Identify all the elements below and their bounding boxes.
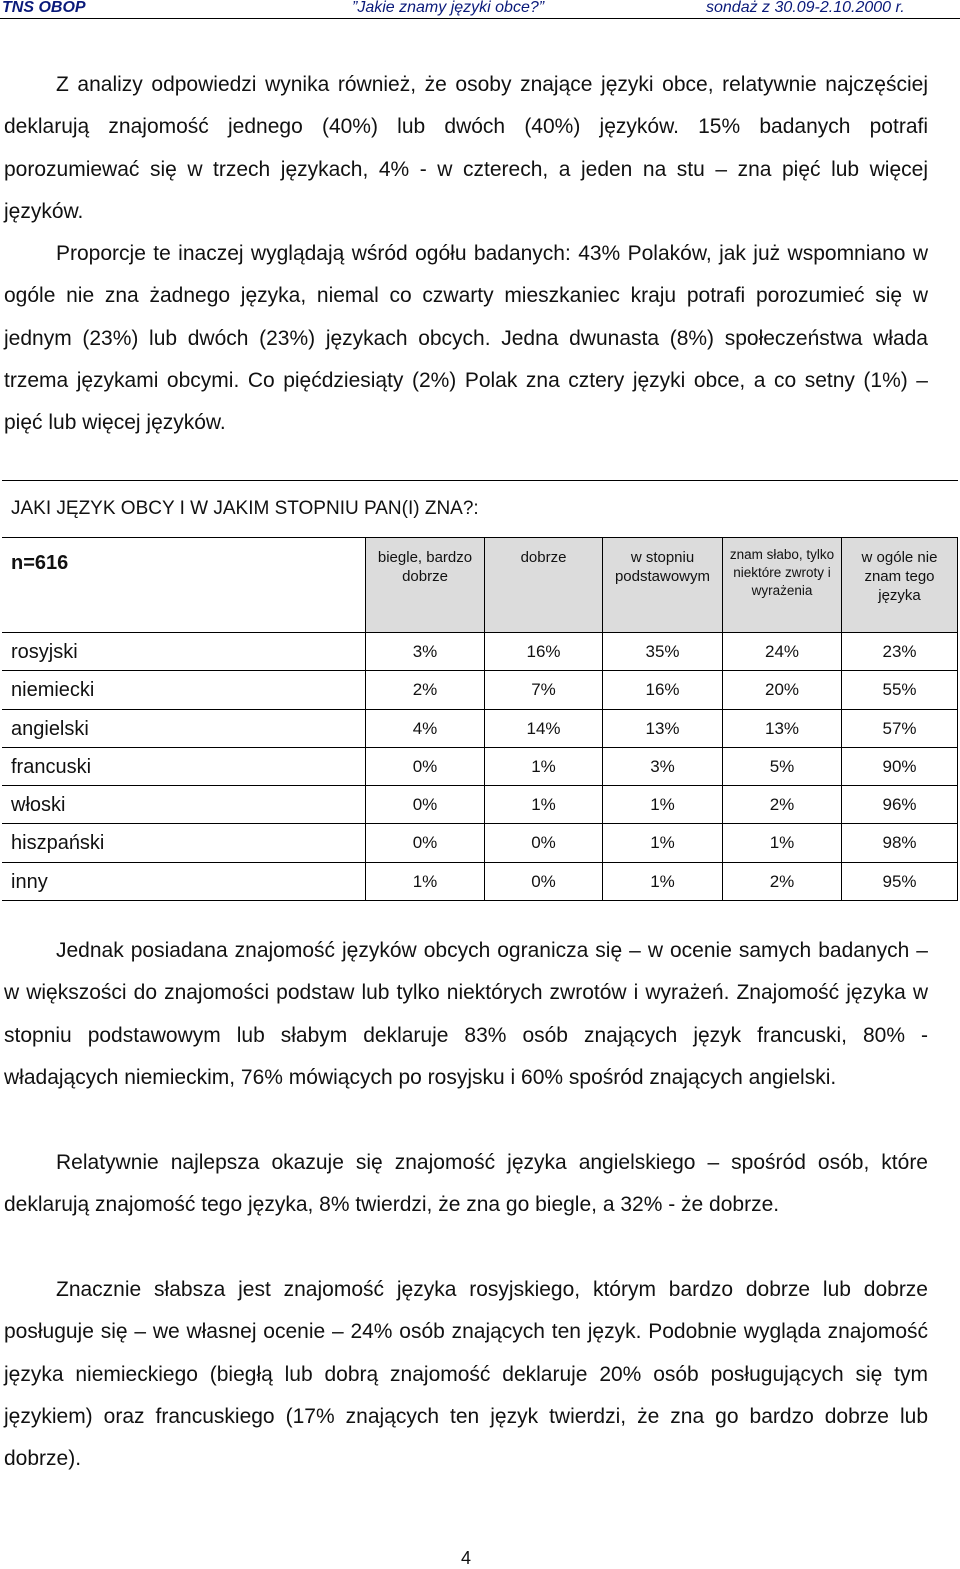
table-row: [2, 671, 958, 709]
paragraph-2: Proporcje te inaczej wyglądają wśród ogółu badanych: 43% Polaków, jak już wspomniano w ogóle nie zna żadnego języka, niemal co czwarty mieszkaniec kraju potrafi porozumieć się w jednym (23%) lub dwóch (23%) językach obcych. Jedna dwunasta (8%) społeczeństwa włada trzema językami obcymi. Co pięćdziesiąty (2%) Polak zna cztery języki obce, a co setny (1%) – pięć lub więcej języków.: [4, 242, 928, 435]
row-label: angielski: [11, 717, 89, 740]
table-cell: 35%: [602, 633, 722, 670]
table-cell: 23%: [841, 633, 958, 670]
table-cell: 16%: [484, 633, 602, 670]
header-date: sondaż z 30.09-2.10.2000 r.: [706, 0, 905, 16]
table-cell: 0%: [484, 863, 602, 900]
column-header: w stopniu podstawowym: [602, 538, 722, 632]
results-table: [2, 480, 958, 901]
table-cell: 5%: [722, 748, 841, 785]
table-cell: 13%: [722, 710, 841, 747]
page-number: 4: [460, 1548, 471, 1568]
table-row: [2, 633, 958, 671]
table-cell: 7%: [484, 671, 602, 708]
table-cell: 3%: [602, 748, 722, 785]
column-header: biegle, bardzo dobrze: [365, 538, 484, 632]
table-cell: 16%: [602, 671, 722, 708]
table-cell: 96%: [841, 786, 958, 823]
row-label: francuski: [11, 755, 92, 778]
table-row: [2, 824, 958, 862]
table-cell: 95%: [841, 863, 958, 900]
table-cell: 1%: [602, 863, 722, 900]
column-header: dobrze: [484, 538, 602, 632]
table-cell: 2%: [722, 786, 841, 823]
table-cell: 1%: [365, 863, 484, 900]
table-header-row: [2, 538, 958, 633]
sample-size-label: n=616: [11, 552, 69, 574]
row-label: hiszpański: [11, 832, 105, 855]
table-cell: 24%: [722, 633, 841, 670]
table-cell: 14%: [484, 710, 602, 747]
table-cell: 1%: [484, 748, 602, 785]
table-row: [2, 748, 958, 786]
table-cell: 1%: [484, 786, 602, 823]
table-cell: 3%: [365, 633, 484, 670]
table-cell: 0%: [484, 824, 602, 861]
table-row: [2, 863, 958, 900]
table-cell: 98%: [841, 824, 958, 861]
table-body: [2, 633, 958, 900]
table-row: [2, 786, 958, 824]
paragraph-4: Relatywnie najlepsza okazuje się znajomość języka angielskiego – spośród osób, które deklarują znajomość tego języka, 8% twierdzi, że zna go biegle, a 32% - że dobrze.: [4, 1151, 928, 1217]
table-cell: 55%: [841, 671, 958, 708]
header-org: TNS OBOP: [2, 0, 86, 16]
paragraph-1: Z analizy odpowiedzi wynika również, że osoby znające języki obce, relatywnie najczęściej deklarują znajomość jednego (40%) lub dwóch (40%) języków. 15% badanych potrafi porozumiewać się w trzech językach, 4% - w czterech, a jeden na stu – zna pięć lub więcej języków.: [4, 73, 928, 223]
table-cell: 13%: [602, 710, 722, 747]
column-header: znam słabo, tylko niektóre zwroty i wyrażenia: [722, 538, 841, 632]
paragraph-5: Znacznie słabsza jest znajomość języka rosyjskiego, którym bardzo dobrze lub dobrze posługuje się – we własnej ocenie – 24% osób znających ten język. Podobnie wygląda znajomość języka niemieckiego (biegłą lub dobrą znajomość deklaruje 20% osób posługujących się tym językiem) oraz francuskiego (17% znających ten język twierdzi, że zna go bardzo dobrze lub dobrze).: [4, 1278, 928, 1471]
table-cell: 1%: [602, 786, 722, 823]
column-header: w ogóle nie znam tego języka: [841, 538, 958, 632]
row-label: rosyjski: [11, 641, 78, 663]
table-cell: 0%: [365, 786, 484, 823]
row-label: włoski: [11, 794, 66, 817]
page-header: [0, 0, 960, 19]
row-label: inny: [11, 870, 48, 893]
header-title: ”Jakie znamy języki obce?”: [352, 0, 545, 16]
table-cell: 0%: [365, 824, 484, 861]
table-cell: 57%: [841, 710, 958, 747]
row-label: niemiecki: [11, 679, 95, 702]
paragraph-3: Jednak posiadana znajomość języków obcych ogranicza się – w ocenie samych badanych – w większości do znajomości podstaw lub tylko niektórych zwrotów i wyrażeń. Znajomość języka w stopniu podstawowym lub słabym deklaruje 83% osób znających język francuski, 80% - władających niemieckim, 76% mówiących po rosyjsku i 60% spośród znających angielski.: [4, 939, 928, 1089]
table-cell: 0%: [365, 748, 484, 785]
table-cell: 90%: [841, 748, 958, 785]
table-cell: 2%: [365, 671, 484, 708]
table-cell: 1%: [722, 824, 841, 861]
table-cell: 2%: [722, 863, 841, 900]
table-cell: 20%: [722, 671, 841, 708]
table-row: [2, 710, 958, 748]
table-title: JAKI JĘZYK OBCY I W JAKIM STOPNIU PAN(I) ZNA?:: [2, 481, 958, 538]
table-cell: 4%: [365, 710, 484, 747]
table-cell: 1%: [602, 824, 722, 861]
